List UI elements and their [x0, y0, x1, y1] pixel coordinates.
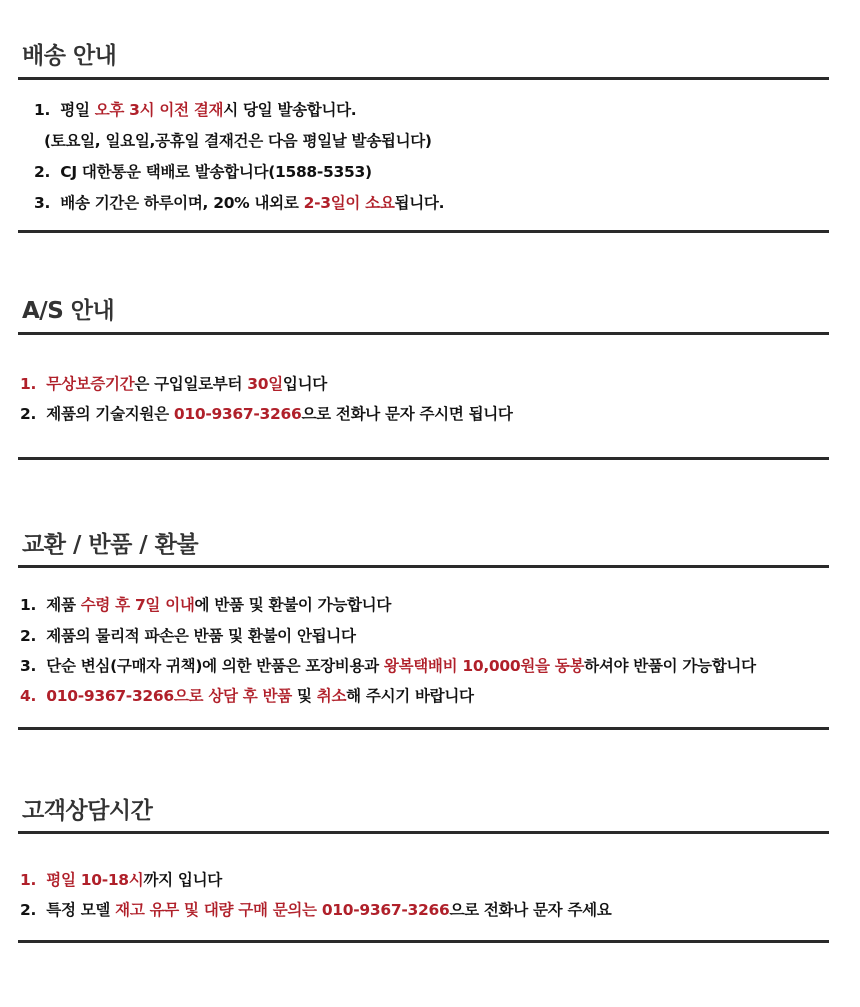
hours-item-1 [20, 868, 222, 890]
as-title: A/S 안내 [22, 298, 115, 324]
exchange-title: 교환 / 반품 / 환불 [22, 532, 199, 558]
item-number: 4. [20, 687, 37, 705]
item-highlight: 2-3일이 소요 [303, 194, 395, 212]
item-highlight: 평일 10-18시 [46, 871, 144, 889]
item-text: 하셔야 반품이 가능합니다 [584, 657, 756, 675]
item-text: 및 [291, 687, 317, 705]
exchange-top-rule [18, 565, 829, 568]
item-text: 해 주시기 바랍니다 [346, 687, 474, 705]
exchange-item-1 [20, 593, 391, 615]
item-number: 2. [20, 627, 37, 645]
item-text: 평일 [60, 101, 95, 119]
item-highlight: 010-9367-3266 [173, 405, 302, 423]
shipping-top-rule [18, 77, 829, 80]
item-highlight: 무상보증기간 [46, 375, 135, 393]
item-text: CJ 대한통운 택배로 발송합니다(1588-5353) [60, 163, 372, 181]
item-number: 3. [20, 657, 37, 675]
exchange-bottom-rule [18, 727, 829, 730]
exchange-item-3 [20, 654, 756, 676]
item-text: 제품의 물리적 파손은 반품 및 환불이 안됩니다 [46, 627, 356, 645]
item-highlight: 수령 후 7일 이내 [80, 596, 195, 614]
as-item-2 [20, 402, 513, 424]
item-number: 2. [34, 163, 51, 181]
shipping-item-1-note [44, 129, 432, 151]
item-highlight: 오후 3시 이전 결재 [94, 101, 224, 119]
shipping-bottom-rule [18, 230, 829, 233]
item-highlight: 재고 유무 및 대량 구매 문의는 010-9367-3266 [115, 901, 450, 919]
shipping-item-3 [34, 191, 444, 213]
item-text: 은 구입일로부터 [134, 375, 248, 393]
item-text: 제품 [46, 596, 81, 614]
as-bottom-rule [18, 457, 829, 460]
item-text: 으로 전화나 문자 주시면 됩니다 [301, 405, 513, 423]
item-text: 특정 모델 [46, 901, 116, 919]
hours-top-rule [18, 831, 829, 834]
exchange-item-4 [20, 684, 474, 706]
item-text: 제품의 기술지원은 [46, 405, 174, 423]
hours-item-2 [20, 898, 611, 920]
as-top-rule [18, 332, 829, 335]
hours-bottom-rule [18, 940, 829, 943]
item-highlight: 30일 [247, 375, 283, 393]
item-text: 시 당일 발송합니다. [223, 101, 357, 119]
item-highlight: 취소 [316, 687, 347, 705]
item-text: 단순 변심(구매자 귀책)에 의한 반품은 포장비용과 [46, 657, 384, 675]
item-text: 입니다 [282, 375, 327, 393]
item-highlight: 왕복택배비 10,000원을 동봉 [383, 657, 585, 675]
item-number: 3. [34, 194, 51, 212]
item-number: 2. [20, 405, 37, 423]
item-number: 1. [34, 101, 51, 119]
item-text: 으로 전화나 문자 주세요 [449, 901, 612, 919]
item-text: 배송 기간은 하루이며, 20% 내외로 [60, 194, 304, 212]
item-text: 에 반품 및 환불이 가능합니다 [194, 596, 392, 614]
shipping-item-1 [34, 98, 356, 120]
hours-title: 고객상담시간 [22, 798, 153, 824]
item-text: 됩니다. [394, 194, 445, 212]
exchange-item-2 [20, 624, 356, 646]
item-number: 2. [20, 901, 37, 919]
item-number: 1. [20, 596, 37, 614]
item-number: 1. [20, 375, 37, 393]
item-text: (토요일, 일요일,공휴일 결재건은 다음 평일날 발송됩니다) [44, 132, 432, 150]
item-highlight: 010-9367-3266으로 상담 후 반품 [46, 687, 292, 705]
item-text: 까지 입니다 [143, 871, 222, 889]
item-number: 1. [20, 871, 37, 889]
shipping-item-2 [34, 160, 372, 182]
as-item-1 [20, 372, 327, 394]
shipping-title: 배송 안내 [22, 43, 117, 69]
